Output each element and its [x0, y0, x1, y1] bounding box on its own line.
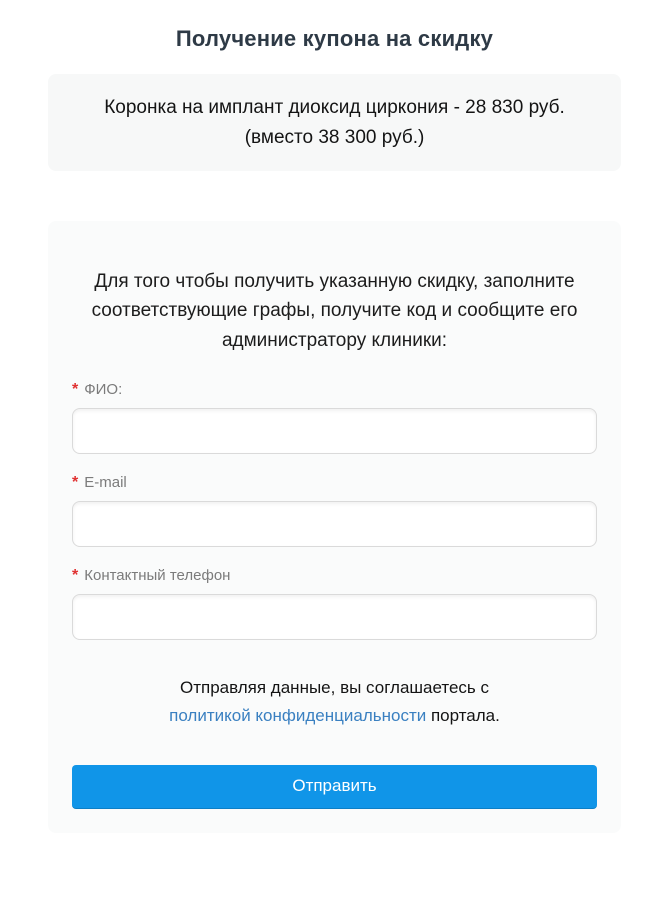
field-group-phone — [72, 567, 597, 640]
email-input[interactable] — [72, 501, 597, 547]
email-label-text: E-mail — [84, 474, 127, 492]
privacy-policy-link[interactable]: политикой конфиденциальности — [169, 705, 427, 725]
form-intro-text: Для того чтобы получить указанную скидку, заполните соответствующие графы, получите код и сообщите его администратору клиники: — [91, 271, 578, 351]
required-asterisk: * — [72, 381, 79, 399]
page-title: Получение купона на скидку — [175, 26, 494, 51]
fio-label-text: ФИО: — [84, 381, 123, 399]
phone-label-text: Контактный телефон — [84, 567, 231, 585]
email-label — [72, 474, 597, 492]
offer-line-1: Коронка на имплант диоксид циркония - 28 830 руб. — [104, 97, 565, 119]
agreement-suffix: портала. — [430, 705, 500, 725]
coupon-form-card — [48, 221, 621, 833]
fio-label — [72, 381, 597, 399]
agreement-prefix: Отправляя данные, вы соглашаетесь с — [179, 678, 490, 698]
phone-label — [72, 567, 597, 585]
field-group-fio — [72, 381, 597, 454]
agreement-text — [72, 674, 597, 728]
fio-input[interactable] — [72, 408, 597, 454]
offer-box — [48, 74, 621, 171]
required-asterisk: * — [72, 567, 79, 585]
offer-line-2: (вместо 38 300 руб.) — [244, 126, 425, 148]
phone-input[interactable] — [72, 594, 597, 640]
required-asterisk: * — [72, 474, 79, 492]
field-group-email — [72, 474, 597, 547]
submit-button[interactable]: Отправить — [72, 765, 597, 809]
content-column — [48, 26, 621, 833]
